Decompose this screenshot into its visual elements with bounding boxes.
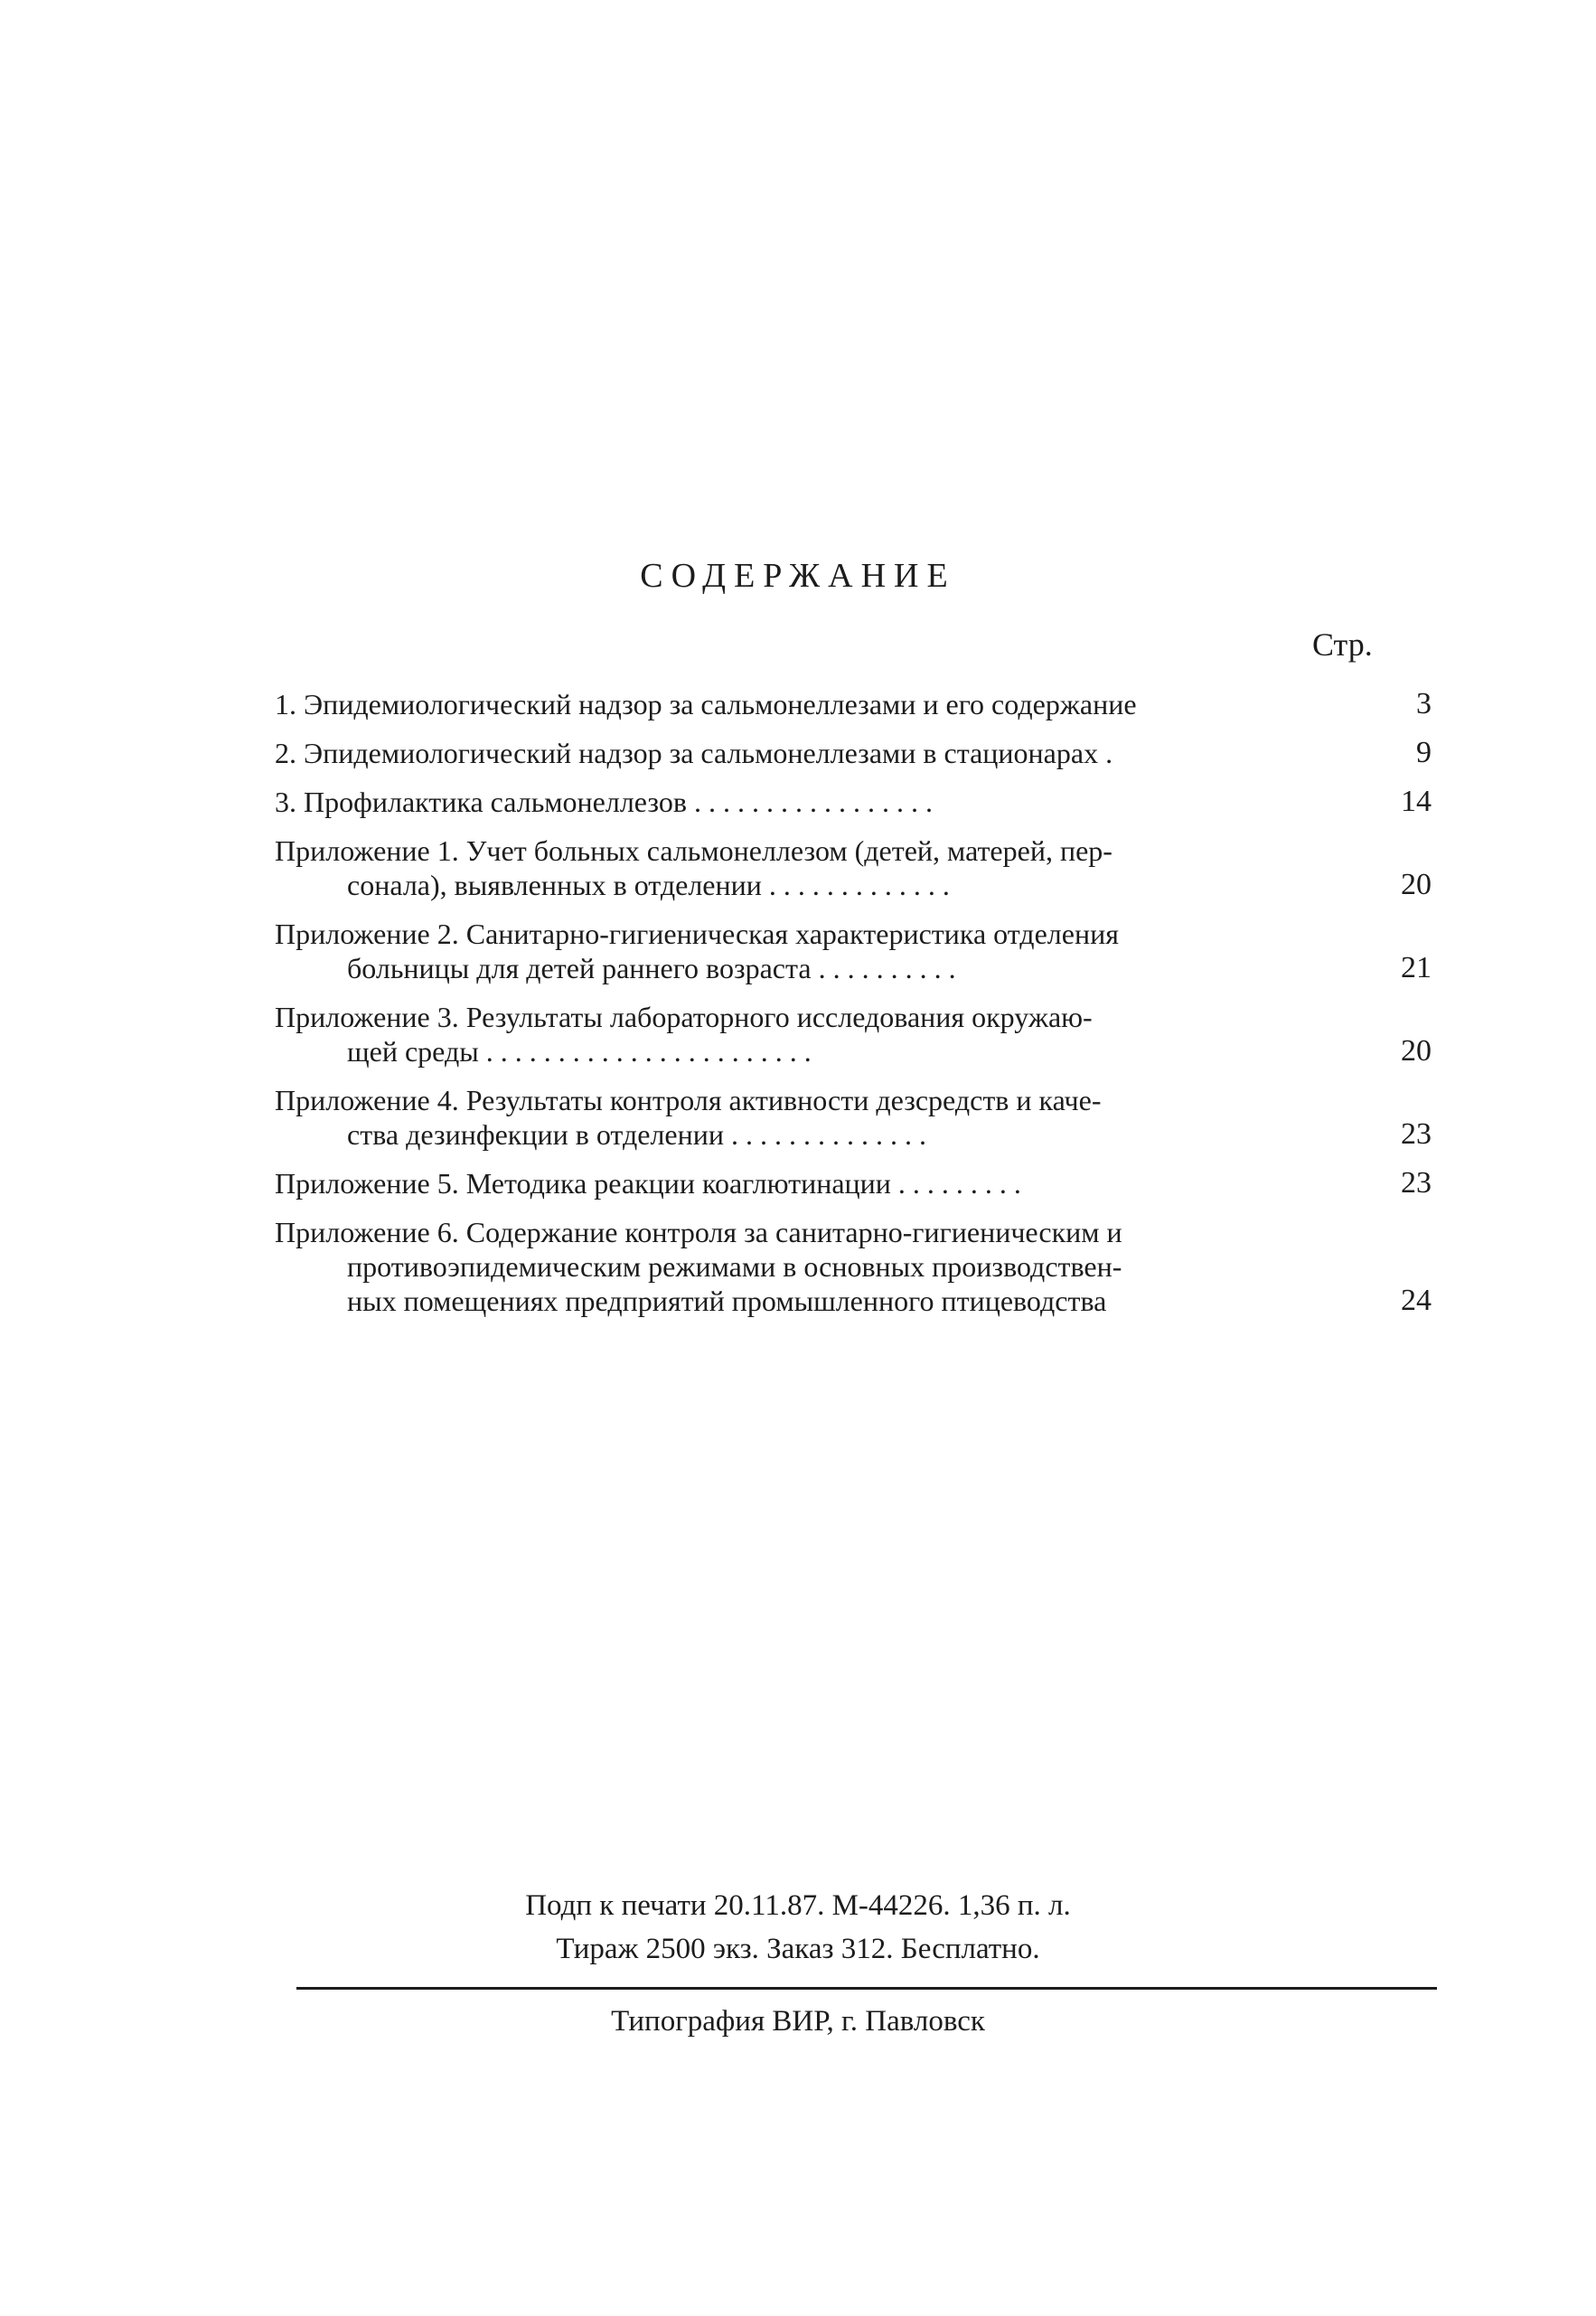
page-column-header: Стр. — [1312, 626, 1373, 663]
toc-entry-line: 1. Эпидемиологический надзор за сальмонеллезами и его содержание — [275, 688, 1137, 720]
toc-entry — [275, 1083, 1432, 1152]
toc-entry-page: 24 — [1401, 1284, 1432, 1317]
toc-entry-line: ных помещениях предприятий промышленного птицеводства — [347, 1285, 1107, 1317]
toc-entry — [275, 736, 1432, 770]
toc-entry-line: сонала), выявленных в отделении . . . . . . . . . . . . . — [347, 869, 950, 901]
toc-entry-line: Приложение 4. Результаты контроля активности дезсредств и каче- — [275, 1084, 1102, 1116]
toc-entry — [275, 1215, 1432, 1318]
toc-entry-text — [275, 1083, 1350, 1152]
toc-entry-text — [275, 1166, 1350, 1200]
toc-entry-page: 3 — [1416, 687, 1432, 720]
toc-entry-text — [275, 1215, 1350, 1318]
toc-entry-page: 20 — [1401, 868, 1432, 901]
toc-entry-page: 21 — [1401, 951, 1432, 984]
table-of-contents — [275, 687, 1432, 1318]
toc-entry-line: щей среды . . . . . . . . . . . . . . . . . . . . . . . — [347, 1035, 812, 1068]
toc-entry-line: ства дезинфекции в отделении . . . . . . . . . . . . . . — [347, 1118, 926, 1151]
toc-entry-line: Приложение 5. Методика реакции коаглютинации . . . . . . . . . — [275, 1167, 1021, 1200]
printer-line: Типография ВИР, г. Павловск — [611, 2005, 985, 2038]
toc-entry — [275, 687, 1432, 721]
toc-entry-page: 23 — [1401, 1117, 1432, 1151]
toc-entry-line: Приложение 2. Санитарно-гигиеническая характеристика отделения — [275, 918, 1119, 950]
imprint-line-1: Подп к печати 20.11.87. М-44226. 1,36 п. л. — [525, 1889, 1071, 1922]
toc-entry-line: Приложение 1. Учет больных сальмонеллезом (детей, матерей, пер- — [275, 834, 1113, 867]
toc-entry-line: Приложение 3. Результаты лабораторного исследования окружаю- — [275, 1001, 1093, 1033]
toc-entry-line: противоэпидемическим режимами в основных производствен- — [347, 1250, 1122, 1283]
toc-entry-text — [275, 687, 1350, 721]
toc-title: СОДЕРЖАНИЕ — [640, 557, 956, 595]
toc-entry-line: 3. Профилактика сальмонеллезов . . . . . . . . . . . . . . . . . — [275, 786, 933, 818]
toc-entry-line: больницы для детей раннего возраста . . . . . . . . . . — [347, 952, 956, 984]
toc-entry-page: 20 — [1401, 1034, 1432, 1068]
imprint-line-2: Тираж 2500 экз. Заказ 312. Бесплатно. — [556, 1933, 1040, 1965]
toc-entry-line: 2. Эпидемиологический надзор за сальмонеллезами в стационарах . — [275, 737, 1113, 769]
toc-entry-page: 23 — [1401, 1166, 1432, 1200]
toc-entry-line: Приложение 6. Содержание контроля за санитарно-гигиеническим и — [275, 1216, 1122, 1248]
toc-entry-text — [275, 736, 1350, 770]
toc-entry — [275, 1166, 1432, 1200]
toc-entry-page: 14 — [1401, 785, 1432, 818]
toc-entry-text — [275, 833, 1350, 902]
toc-entry — [275, 833, 1432, 902]
toc-entry-text — [275, 1000, 1350, 1069]
divider-rule — [296, 1987, 1437, 1990]
toc-entry-page: 9 — [1416, 736, 1432, 769]
toc-entry — [275, 1000, 1432, 1069]
toc-entry — [275, 785, 1432, 819]
toc-entry-text — [275, 785, 1350, 819]
toc-entry-text — [275, 917, 1350, 985]
toc-entry — [275, 917, 1432, 985]
